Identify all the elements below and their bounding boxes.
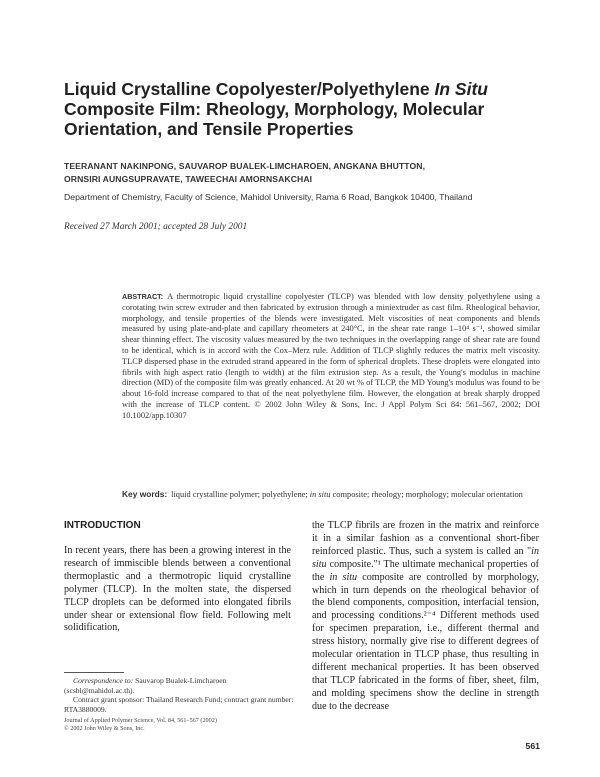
footnotes xyxy=(64,676,296,714)
title-line-3: Orientation, and Tensile Properties xyxy=(64,119,354,139)
correspondence-note: Correspondence to: Sauvarop Bualek-Limcharoen (scsbl@mahidol.ac.th). xyxy=(64,676,227,695)
authors-line-2: ORNSIRI AUNGSUPRAVATE, TAWEECHAI AMORNSAKCHAI xyxy=(64,174,313,184)
intro-right-column: the TLCP fibrils are frozen in the matrix and reinforce it in a similar fashion as a conventional short-fiber reinforced plastic. Thus, such a system is called an "in situ composite."¹ The ultimate mechanical properties of the in situ composite are controlled by morphology, which in turn depends on the rheological behavior of the blend components, composition, interfacial tension, and processing conditions.²⁻⁴ Different methods used for specimen preparation, i.e., different thermal and stress history, normally give rise to different degrees of molecular orientation in TLCP phase, thus resulting in different mechanical properties. It has been observed that TLCP fabricated in the forms of fiber, sheet, film, and molding specimens show the decline in strength due to the decrease xyxy=(312,520,539,712)
authors-line-1: TEERANANT NAKINPONG, SAUVAROP BUALEK-LIMCHAROEN, ANGKANA BHUTTON, xyxy=(64,161,426,171)
received-dates: Received 27 March 2001; accepted 28 July 2001 xyxy=(64,222,248,232)
page-number: 561 xyxy=(525,741,540,751)
title-line-2: Composite Film: Rheology, Morphology, Molecular xyxy=(64,99,485,119)
abstract xyxy=(122,292,540,422)
intro-left-column: In recent years, there has been a growing interest in the research of immiscible blends between a conventional thermoplastic and a thermotropic liquid crystalline polymer (TLCP). In the molten state, the dispersed TLCP droplets can be deformed into elongated fibrils under shear or extensional flow field. Following melt solidification, xyxy=(64,545,291,634)
affiliation: Department of Chemistry, Faculty of Science, Mahidol University, Rama 6 Road, Bangkok 10400, Thailand xyxy=(64,192,473,202)
abstract-text: A thermotropic liquid crystalline copolyester (TLCP) was blended with low density polyethylene using a corotating twin screw extruder and then fabricated by extrusion through a miniextruder as cast film. Rheological behavior, morphology, and tensile properties of the blends were investigated. Melt viscosities of neat components and blends measured by using plate-and-plate and capillary rheometers at 240°C, in the shear rate range 1–10⁴ s⁻¹, showed similar shear thinning effect. The viscosity values measured by the two techniques in the overlapping range of shear rate are found to be identical, which is in accord with the Cox–Merz rule. Addition of TLCP slightly reduces the matrix melt viscosity. TLCP dispersed phase in the extruded strand appeared in the form of spherical droplets. These droplets were elongated into fibrils with high aspect ratio (length to width) at the film extrusion step. As a result, the Young's modulus in machine direction (MD) of the composite film was greatly enhanced. At 20 wt % of TLCP, the MD Young's modulus was found to be about 16-fold increase compared to that of the neat polyethylene film. However, the elongation at break sharply dropped with the increase of TLCP content. © 2002 John Wiley & Sons, Inc. J Appl Polym Sci 84: 561–567, 2002; DOI 10.1002/app.10307 xyxy=(122,292,540,420)
author-list xyxy=(64,160,534,186)
footnote-divider xyxy=(64,672,124,673)
keywords: Key words: liquid crystalline polymer; polyethylene; in situ composite; rheology; morphology; molecular orientation xyxy=(122,489,523,499)
title-italic: In Situ xyxy=(434,79,488,99)
grant-note: Contract grant sponsor: Thailand Research Fund; contract grant number: RTA3880009. xyxy=(64,695,294,714)
abstract-label: ABSTRACT: xyxy=(122,292,164,301)
title-line-1: Liquid Crystalline Copolyester/Polyethylene In Situ xyxy=(64,79,488,99)
section-heading-introduction: INTRODUCTION xyxy=(64,520,141,531)
article-title xyxy=(64,79,544,139)
journal-info: Journal of Applied Polymer Science, Vol. 84, 561–567 (2002) © 2002 John Wiley & Sons, Inc. xyxy=(64,717,217,732)
keywords-label: Key words: xyxy=(122,489,168,499)
